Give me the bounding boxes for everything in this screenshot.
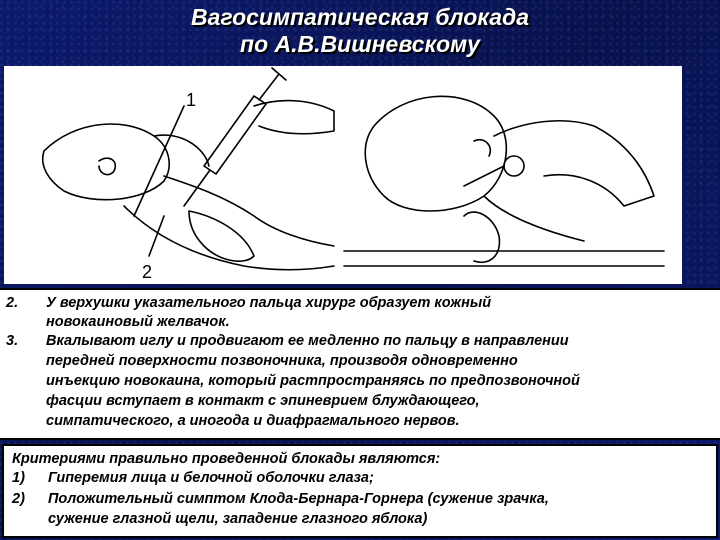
left-patient-ear — [99, 158, 115, 174]
left-patient-head — [43, 124, 170, 200]
step-number: 2. — [6, 295, 19, 311]
step-line: фасции вступает в контакт с эпиневрием блуждающего, — [46, 393, 480, 409]
right-patient-ear — [474, 140, 490, 156]
criteria-heading: Критериями правильно проведенной блокады являются: — [12, 451, 441, 467]
illustration-drawing — [4, 66, 682, 284]
syringe-plunger — [259, 68, 286, 100]
slide-title — [60, 4, 660, 58]
step-line: инъекцию новокаина, который растпространяясь по предпозвоночной — [46, 373, 580, 389]
title-line-1: Вагосимпатическая блокада — [190, 4, 529, 30]
right-surgeon-hand — [494, 121, 654, 206]
step-line: Вкалывают иглу и продвигают ее медленно по пальцу в направлении — [46, 333, 569, 349]
syringe-barrel — [204, 96, 266, 174]
criteria-number: 1) — [12, 470, 25, 486]
right-syringe — [464, 166, 504, 186]
left-patient-chin — [154, 135, 209, 166]
step-number: 3. — [6, 333, 19, 349]
criteria-line: Гиперемия лица и белочной оболочки глаза; — [48, 470, 374, 486]
pointer-line-1 — [134, 106, 184, 216]
criteria-box — [2, 444, 718, 538]
surgeon-hand-top — [254, 101, 334, 134]
criteria-line: Положительный симптом Клода-Бернара-Горнера (сужение зрачка, — [48, 491, 549, 507]
procedure-illustration — [4, 66, 682, 284]
label-2: 2 — [142, 262, 153, 282]
criteria-number: 2) — [12, 491, 25, 507]
right-surgeon-finger — [464, 212, 499, 262]
step-line: У верхушки указательного пальца хирург образует кожный — [46, 295, 492, 311]
step-line: передней поверхности позвоночника, производя одновременно — [46, 353, 518, 369]
right-table-edge — [344, 251, 664, 266]
step-line: симпатического, а иногода и диафрагмального нервов. — [46, 413, 460, 429]
label-1: 1 — [186, 90, 197, 110]
criteria-line: сужение глазной щели, западение глазного яблока) — [48, 511, 428, 527]
step-line: новокаиновый желвачок. — [46, 314, 230, 330]
right-syringe-end — [504, 156, 524, 176]
right-patient-head — [365, 96, 506, 211]
title-line-2: по А.В.Вишневскому — [240, 31, 480, 57]
syringe-needle — [184, 170, 210, 206]
procedure-steps — [0, 288, 720, 440]
